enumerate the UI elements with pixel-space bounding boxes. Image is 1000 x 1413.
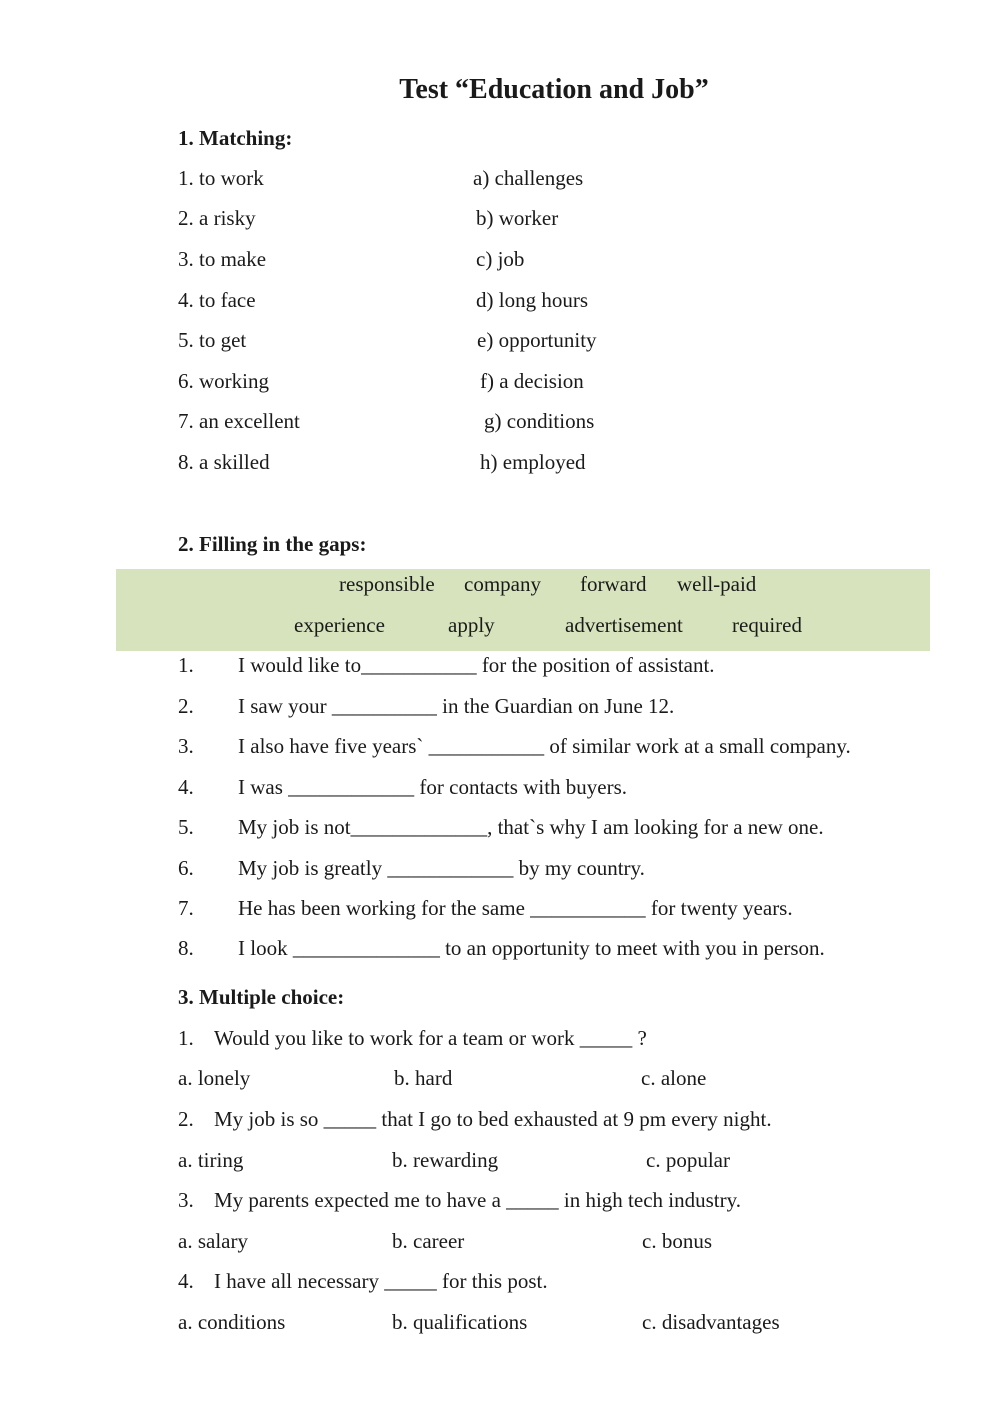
- answer-option: c. popular: [646, 1148, 730, 1172]
- gap-item-number: 6.: [178, 856, 194, 880]
- gap-item-text: I was ____________ for contacts with buyers.: [238, 775, 628, 799]
- question-number: 2.: [178, 1107, 194, 1131]
- word-bank-word: well-paid: [677, 572, 757, 596]
- gap-item-number: 7.: [178, 896, 194, 920]
- gap-item-number: 2.: [178, 694, 194, 718]
- matching-left-item: 2. a risky: [178, 206, 256, 230]
- matching-left-item: 6. working: [178, 369, 269, 393]
- matching-right-item: a) challenges: [473, 166, 584, 190]
- matching-right-item: c) job: [476, 247, 525, 271]
- gap-item-number: 3.: [178, 734, 194, 758]
- question-number: 3.: [178, 1188, 194, 1212]
- answer-option: c. disadvantages: [642, 1310, 780, 1334]
- gap-item-text: I also have five years` ___________ of similar work at a small company.: [238, 734, 851, 758]
- question-text: Would you like to work for a team or work _____ ?: [214, 1026, 647, 1050]
- answer-option: c. alone: [641, 1066, 707, 1090]
- question-number: 4.: [178, 1269, 194, 1293]
- gap-item-number: 4.: [178, 775, 194, 799]
- matching-right-item: b) worker: [476, 206, 559, 230]
- matching-left-item: 8. a skilled: [178, 450, 270, 474]
- gap-item-number: 5.: [178, 815, 194, 839]
- page-title: Test “Education and Job”: [399, 74, 709, 105]
- answer-option: b. career: [392, 1229, 465, 1253]
- answer-option: a. tiring: [178, 1148, 244, 1172]
- matching-right-item: g) conditions: [484, 409, 595, 433]
- question-text: My job is so _____ that I go to bed exhausted at 9 pm every night.: [214, 1107, 772, 1131]
- word-bank-word: responsible: [339, 572, 435, 596]
- gap-item-text: My job is not_____________, that`s why I am looking for a new one.: [238, 815, 824, 839]
- answer-option: b. rewarding: [392, 1148, 499, 1172]
- matching-right-item: h) employed: [480, 450, 586, 474]
- matching-left-item: 7. an excellent: [178, 409, 300, 433]
- answer-option: b. hard: [394, 1066, 453, 1090]
- gap-item-text: I saw your __________ in the Guardian on June 12.: [238, 694, 675, 718]
- answer-option: c. bonus: [642, 1229, 712, 1253]
- answer-option: a. conditions: [178, 1310, 286, 1334]
- gap-item-number: 8.: [178, 936, 194, 960]
- gaps-heading: 2. Filling in the gaps:: [178, 532, 367, 556]
- gap-item-text: I look ______________ to an opportunity to meet with you in person.: [238, 936, 825, 960]
- multiple-choice-heading: 3. Multiple choice:: [178, 985, 345, 1009]
- word-bank-word: experience: [294, 613, 385, 637]
- gap-item-text: My job is greatly ____________ by my country.: [238, 856, 645, 880]
- answer-option: a. lonely: [178, 1066, 251, 1090]
- matching-left-item: 5. to get: [178, 328, 247, 352]
- answer-option: b. qualifications: [392, 1310, 528, 1334]
- matching-left-item: 1. to work: [178, 166, 264, 190]
- word-bank-word: required: [732, 613, 802, 637]
- matching-right-item: f) a decision: [480, 369, 584, 393]
- question-number: 1.: [178, 1026, 194, 1050]
- matching-left-item: 3. to make: [178, 247, 267, 271]
- question-text: My parents expected me to have a _____ in high tech industry.: [214, 1188, 741, 1212]
- word-bank-word: forward: [580, 572, 647, 596]
- word-bank-word: advertisement: [565, 613, 683, 637]
- matching-right-item: e) opportunity: [477, 328, 597, 352]
- matching-heading: 1. Matching:: [178, 126, 293, 150]
- gap-item-number: 1.: [178, 653, 194, 677]
- question-text: I have all necessary _____ for this post.: [214, 1269, 548, 1293]
- gap-item-text: He has been working for the same ___________ for twenty years.: [238, 896, 793, 920]
- word-bank-word: company: [464, 572, 541, 596]
- gap-item-text: I would like to___________ for the position of assistant.: [238, 653, 715, 677]
- word-bank-word: apply: [448, 613, 495, 637]
- answer-option: a. salary: [178, 1229, 248, 1253]
- matching-left-item: 4. to face: [178, 288, 256, 312]
- matching-right-item: d) long hours: [476, 288, 588, 312]
